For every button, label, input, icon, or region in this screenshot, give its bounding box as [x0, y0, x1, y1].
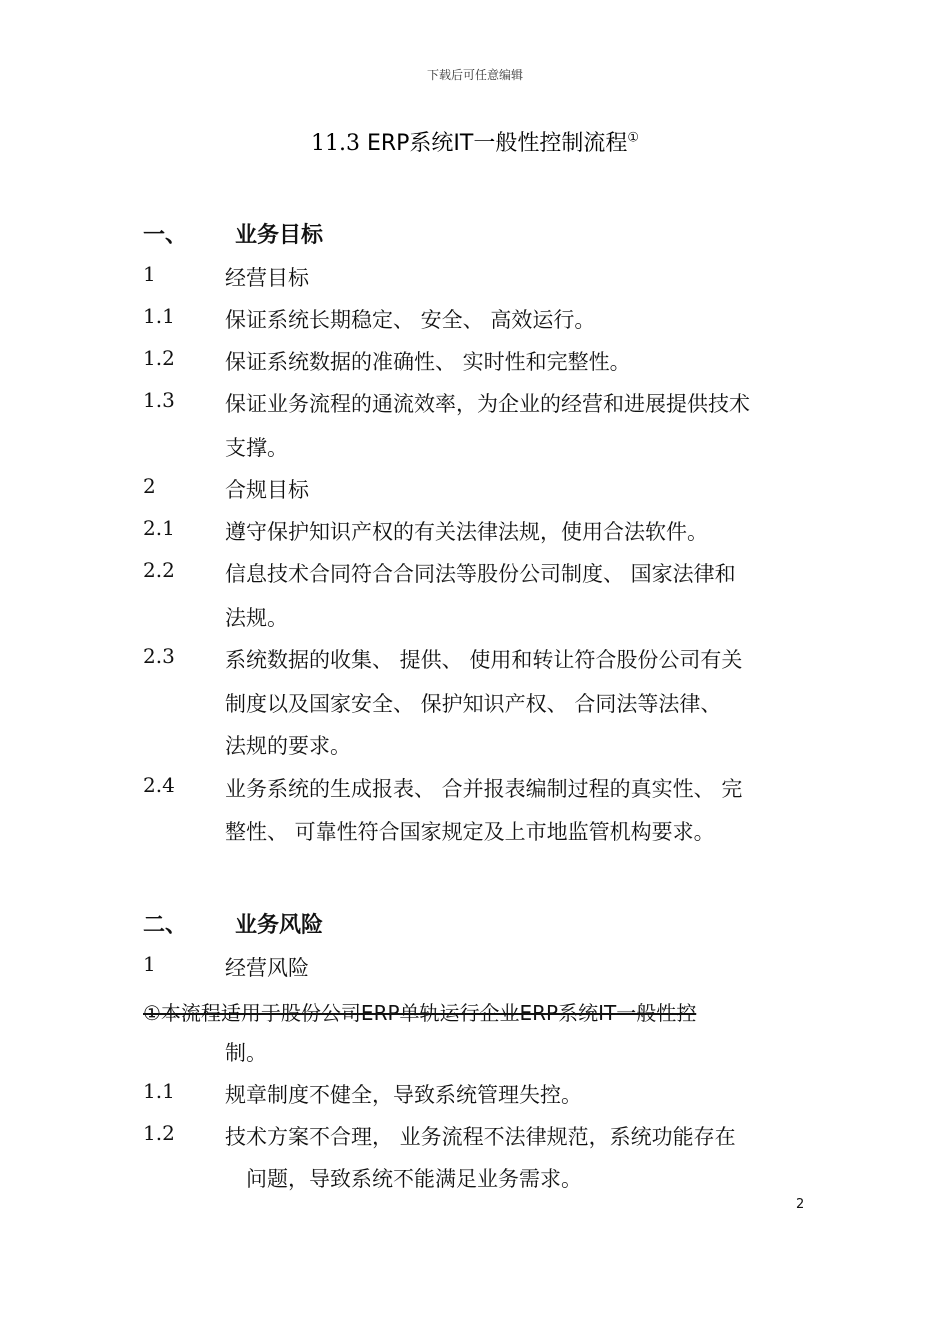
title-footnote-mark: ① [627, 130, 640, 146]
item-text: 保证系统长期稳定、 安全、 高效运行。 [225, 308, 596, 332]
item-text: 合规目标 [225, 478, 309, 502]
item-number: 2.3 [143, 644, 175, 668]
item-text: 制度以及国家安全、 保护知识产权、 合同法等法律、 [225, 692, 722, 716]
item-text: 保证业务流程的通流效率，为企业的经营和进展提供技术 [225, 392, 750, 416]
section-title: 业务风险 [235, 913, 324, 938]
item-text: 规章制度不健全，导致系统管理失控。 [225, 1083, 582, 1107]
footnote: ①本流程适用于股份公司ERP单轨运行企业ERP系统IT一般性控 [143, 1001, 697, 1025]
item-text: 系统数据的收集、 提供、 使用和转让符合股份公司有关 [225, 648, 743, 672]
section-number: 二、 [143, 913, 188, 938]
item-text: 经营风险 [225, 956, 309, 980]
item-number: 2.1 [143, 516, 175, 540]
item-text: 遵守保护知识产权的有关法律法规，使用合法软件。 [225, 520, 708, 544]
item-number: 1 [143, 262, 156, 286]
section-number: 一、 [143, 223, 188, 248]
item-number: 2 [143, 474, 156, 498]
item-text: 支撑。 [225, 436, 288, 460]
item-number: 1 [143, 952, 156, 976]
item-text: 制。 [225, 1041, 267, 1065]
item-text: 经营目标 [225, 266, 309, 290]
section-title: 业务目标 [235, 223, 324, 248]
item-text: 法规。 [225, 606, 288, 630]
item-number: 1.3 [143, 388, 175, 412]
item-text: 信息技术合同符合合同法等股份公司制度、 国家法律和 [225, 562, 736, 586]
title-number: 11.3 [310, 131, 360, 156]
page-header: 下载后可任意编辑 [426, 68, 523, 82]
item-text: 问题，导致系统不能满足业务需求。 [246, 1167, 582, 1191]
item-text: 业务系统的生成报表、 合并报表编制过程的真实性、 完 [225, 777, 743, 801]
item-text: 整性、 可靠性符合国家规定及上市地监管机构要求。 [225, 820, 715, 844]
item-text: 技术方案不合理， 业务流程不法律规范，系统功能存在 [225, 1125, 736, 1149]
item-text: 保证系统数据的准确性、 实时性和完整性。 [225, 350, 631, 374]
item-number: 2.4 [143, 773, 175, 797]
title-text: ERP系统IT一般性控制流程 [366, 131, 628, 156]
item-number: 1.1 [143, 1079, 175, 1103]
page-number: 2 [796, 1197, 805, 1212]
item-number: 1.2 [143, 1121, 175, 1145]
item-number: 1.1 [143, 304, 175, 328]
item-number: 2.2 [143, 558, 175, 582]
document-title [0, 126, 950, 157]
item-number: 1.2 [143, 346, 175, 370]
item-text: 法规的要求。 [225, 734, 351, 758]
